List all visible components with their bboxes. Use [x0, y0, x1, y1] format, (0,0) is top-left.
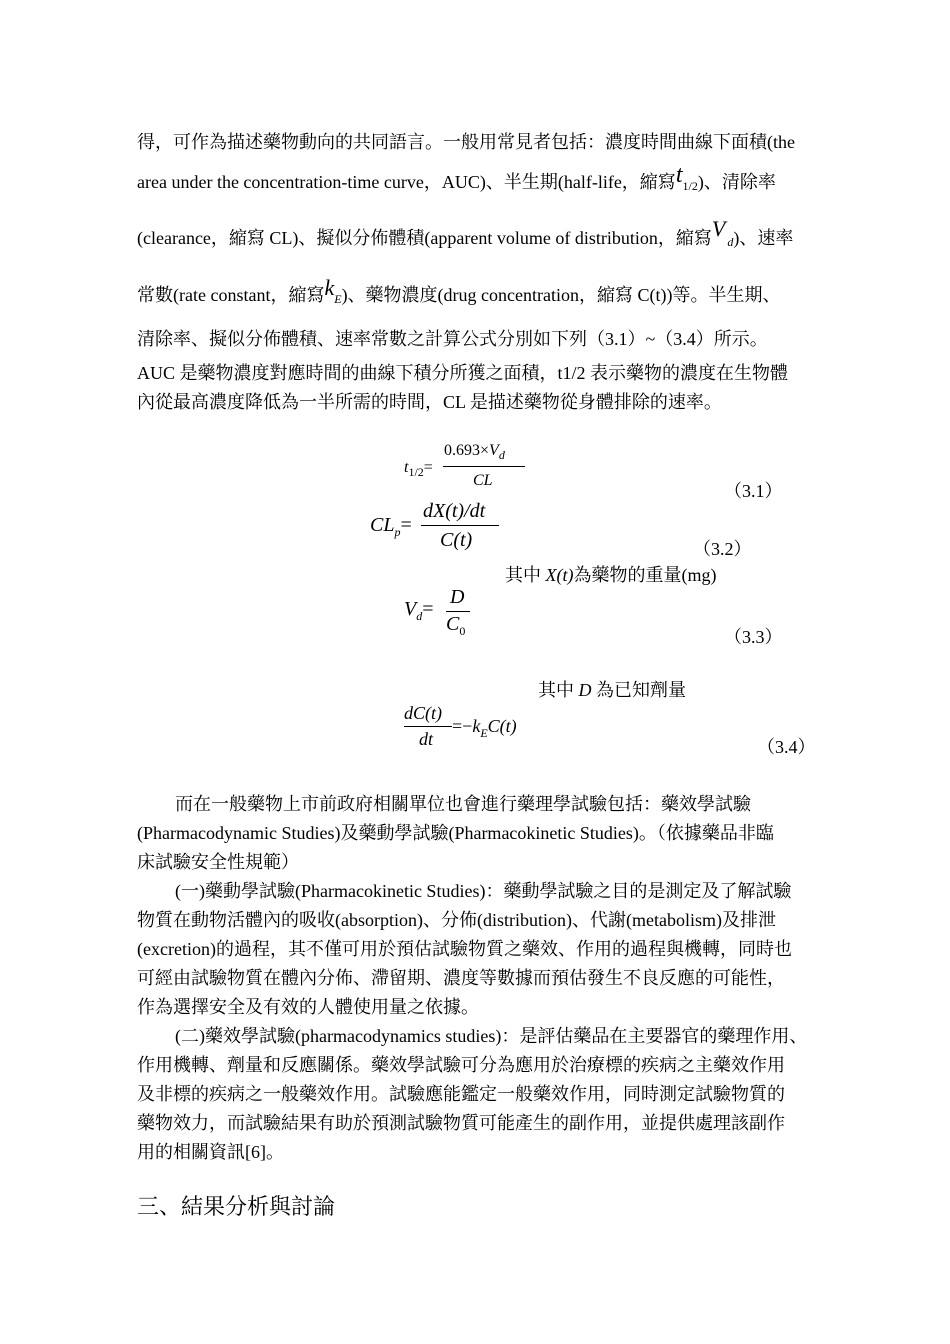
eq4-numerator: dC(t): [404, 703, 442, 723]
para4-line3: 及非標的疾病之一般藥效作用。試驗應能鑑定一般藥效作用，同時測定試驗物質的: [137, 1084, 785, 1104]
eq3-fraction-bar: [446, 611, 470, 612]
eq4-denominator: dt: [419, 729, 434, 749]
eq1-fraction-bar: [443, 466, 525, 467]
eq3-lhs-sub: d: [416, 609, 423, 623]
eq3-note-a: 其中: [538, 680, 574, 700]
eq4-rhs: [452, 716, 517, 740]
eq3-denominator: [446, 613, 465, 636]
eq1-num-sub: d: [498, 448, 505, 462]
eq4-rhs-k: k: [472, 716, 481, 736]
para4-line4: 藥物效力，而試驗結果有助於預測試驗物質可能產生的副作用，並提供處理該副作: [137, 1113, 785, 1133]
para1-line4: [137, 275, 781, 307]
para1-line5: 清除率、擬似分佈體積、速率常數之計算公式分別如下列（3.1）~（3.4）所示。: [137, 329, 768, 349]
para1-line2: [137, 162, 776, 195]
eq1-denominator: CL: [473, 472, 493, 489]
para1-line3-text-a: (clearance，縮寫 CL)、擬似分佈體積(apparent volume of distribution，縮寫: [137, 228, 712, 248]
eq3-den-sub: 0: [459, 624, 466, 638]
para1-line3: [137, 216, 794, 250]
para1-line7: 內從最高濃度降低為一半所需的時間，CL 是描述藥物從身體排除的速率。: [137, 392, 722, 412]
eq2-lhs: [370, 514, 412, 537]
para4-line5: 用的相關資訊[6]。: [137, 1142, 284, 1162]
eq2-numerator: dX(t)/dt: [423, 500, 486, 522]
para4-line1: (二)藥效學試驗(pharmacodynamics studies)：是評估藥品在主要器官的藥理作用、: [175, 1026, 808, 1046]
eq3-note: [538, 676, 686, 702]
symbol-vd-sub: d: [727, 235, 734, 249]
para1-line6: AUC 是藥物濃度對應時間的曲線下積分所獲之面積，t1/2 表示藥物的濃度在生物體: [137, 363, 789, 383]
eq2-lhs-sub: p: [394, 525, 401, 539]
para3-line2: 物質在動物活體內的吸收(absorption)、分佈(distribution)、代謝(metabolism)及排泄: [137, 910, 776, 930]
para1-line2-text-a: area under the concentration-time curve，AUC)、半生期(half-life，縮寫: [137, 172, 676, 192]
para2-line1: 而在一般藥物上市前政府相關單位也會進行藥理學試驗包括：藥效學試驗: [175, 794, 751, 814]
para3-line5: 作為選擇安全及有效的人體使用量之依據。: [137, 997, 479, 1017]
eq1-numerator: [444, 442, 505, 460]
eq3-numerator: D: [450, 586, 465, 608]
symbol-ke: k: [324, 275, 335, 300]
eq1-num-b: V: [489, 442, 499, 459]
para2-line2: (Pharmacodynamic Studies)及藥動學試驗(Pharmacokinetic Studies)。（依據藥品非臨: [137, 823, 774, 843]
para2-line3: 床試驗安全性規範）: [137, 852, 299, 872]
eq2-note: [505, 561, 716, 587]
eq3-lhs: [404, 598, 434, 621]
eq3-lhs-symbol: V: [404, 598, 417, 620]
eq3-den-symbol: C: [446, 613, 460, 635]
eq3-equals: =: [422, 598, 434, 620]
para3-line3: (excretion)的過程，其不僅可用於預估試驗物質之藥效、作用的過程與機轉，同時也: [137, 939, 792, 959]
para1-line4-text-a: 常數(rate constant，縮寫: [137, 285, 325, 305]
symbol-ke-sub: E: [334, 292, 342, 306]
para4-line2: 作用機轉、劑量和反應關係。藥效學試驗可分為應用於治療標的疾病之主藥效作用: [137, 1055, 785, 1075]
eq2-equals: =: [400, 514, 412, 536]
eq1-lhs-symbol: t: [404, 459, 409, 476]
eq2-note-c: 為藥物的重量(mg): [573, 565, 717, 585]
eq2-note-a: 其中: [505, 565, 541, 585]
eq4-rhs-sub: E: [480, 726, 488, 740]
eq3-number: （3.3）: [724, 627, 783, 647]
eq4-number: （3.4）: [757, 737, 816, 757]
symbol-t-sub: 1/2: [682, 179, 698, 193]
eq4-rhs-b: C(t): [487, 716, 517, 736]
eq2-lhs-symbol: CL: [370, 514, 395, 536]
eq2-note-b: X(t): [545, 565, 574, 585]
symbol-vd: V: [711, 216, 726, 241]
para1-line3-text-b: )、速率: [733, 228, 794, 248]
eq1-num-a: 0.693×: [444, 442, 490, 459]
eq1-equals: =: [423, 459, 433, 476]
section-heading: 三、結果分析與討論: [137, 1194, 336, 1219]
para1-line1: 得，可作為描述藥物動向的共同語言。一般用常見者包括：濃度時間曲線下面積(the: [137, 132, 795, 152]
eq4-rhs-a: =−: [452, 716, 473, 736]
para1-line4-text-b: )、藥物濃度(drug concentration，縮寫 C(t))等。半生期、: [341, 285, 781, 305]
eq3-note-b: D: [578, 680, 592, 700]
eq1-lhs-sub: 1/2: [408, 465, 424, 479]
eq4-fraction-bar: [404, 726, 452, 727]
symbol-t: t: [675, 162, 683, 188]
para3-line1: (一)藥動學試驗(Pharmacokinetic Studies)：藥動學試驗之目的是測定及了解試驗: [175, 881, 792, 901]
eq2-denominator: C(t): [440, 529, 473, 551]
eq1-lhs: [404, 459, 433, 477]
eq2-number: （3.2）: [693, 539, 752, 559]
para3-line4: 可經由試驗物質在體內分佈、滯留期、濃度等數據而預估發生不良反應的可能性，: [137, 968, 785, 988]
eq3-note-c: 為已知劑量: [596, 680, 686, 700]
eq1-number: （3.1）: [724, 481, 783, 501]
para1-line2-text-b: )、清除率: [697, 172, 776, 192]
eq2-fraction-bar: [421, 525, 499, 526]
